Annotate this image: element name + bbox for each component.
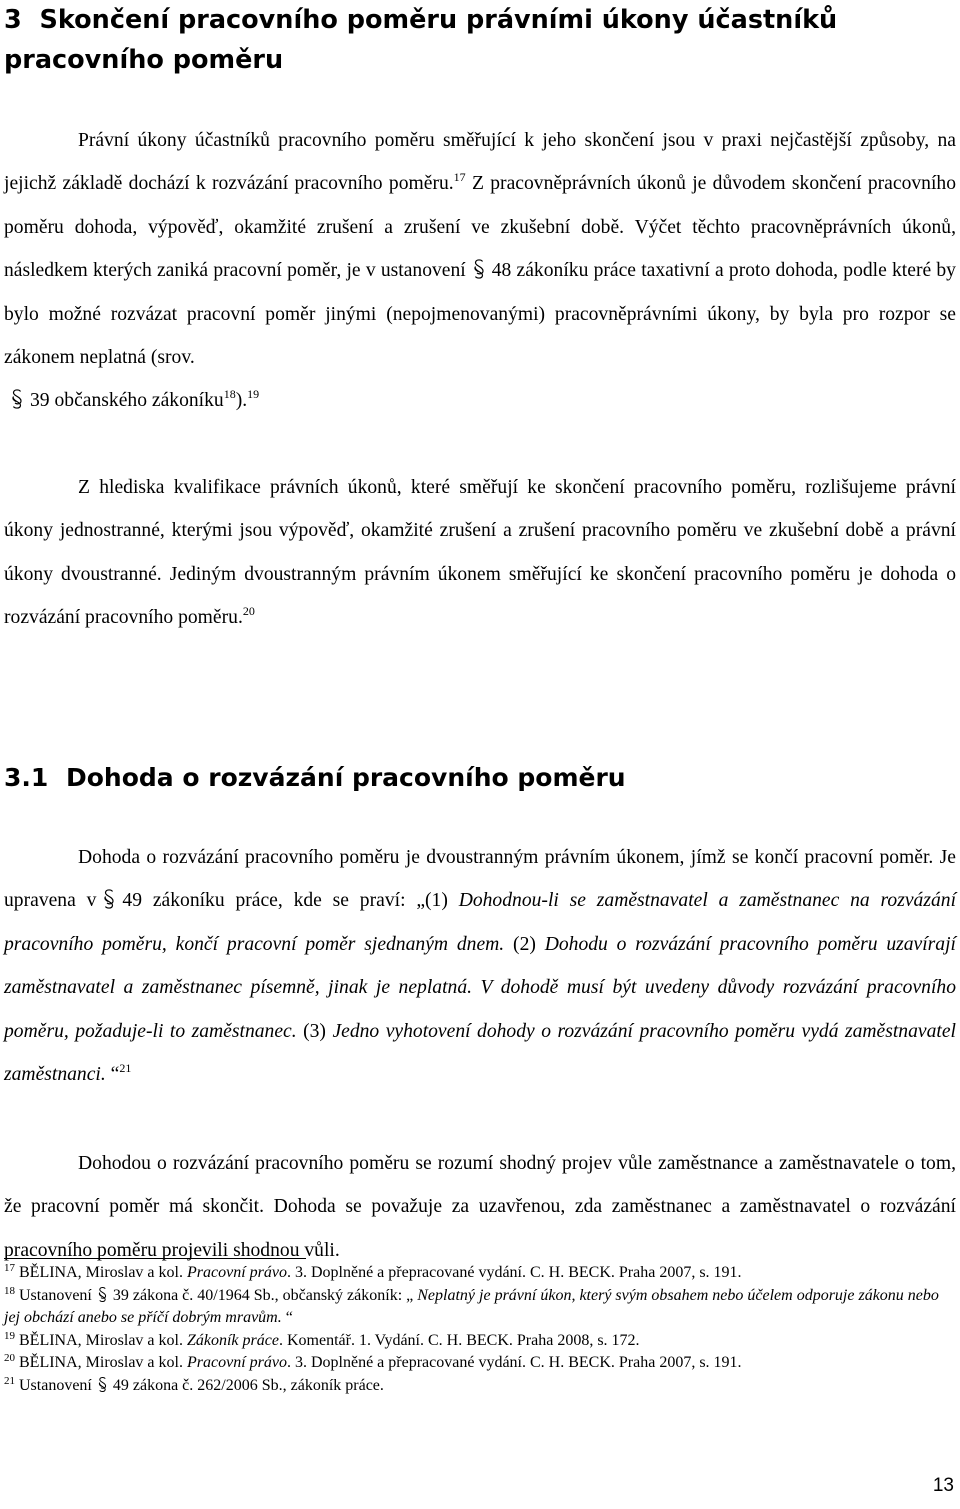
footnote-ref-20[interactable]: 20 (242, 604, 255, 619)
quote-part-3: Jedno vyhotovení dohody o rozvázání pracovního poměru vydá zaměstnavatel zaměstnanci. (4, 1020, 956, 1086)
footnote-ref-17[interactable]: 17 (453, 170, 466, 185)
footnote-ref-18[interactable]: 18 (223, 387, 236, 402)
chapter-heading (4, 0, 954, 80)
chapter-title: Skončení pracovního poměru právními úkony účastníků pracovního poměru (4, 5, 838, 75)
paragraph-intro: Právní úkony účastníků pracovního poměru směřující k jeho skončení jsou v praxi nejčastější způsoby, na jejichž základě dochází k rozvázání pracovního poměru.$^{17}$ Z pracovněprávních úkonů je důvodem skončení pracovního poměru dohoda, výpověď, okamžité zrušení a zrušení ve zkušební době. Výčet těchto pracovněprávních úkonů, následkem kterých zaniká pracovní poměr, je v ustanovení 48 zákoníku práce taxativní a proto dohoda, podle které by bylo možné rozvázat pracovní poměr jinými (nepojmenovanými) pracovněprávními úkony, by byla pro rozpor se zákonem neplatná (srov. 39 občanského zákoníku$^{18}$).$^{19}$ (4, 130, 956, 412)
quote-part-1: Dohodnou-li se zaměstnavatel a zaměstnanec na rozvázání pracovního poměru, končí pracovní poměr sjednaným dnem. (4, 890, 957, 955)
paragraph-classification: Z hlediska kvalifikace právních úkonů, které směřují ke skončení pracovního poměru, rozlišujeme právní úkony jednostranné, kterými jsou výpověď, okamžité zrušení a zrušení pracovního poměru ve zkušební době a právní úkony dvoustranné. Jediným dvoustranným právním úkonem směřující ke skončení pracovního poměru je dohoda o rozvázání pracovního poměru.$^{20}$ (4, 477, 956, 629)
paragraph-consensus: Dohodou o rozvázání pracovního poměru se rozumí shodný projev vůle zaměstnance a zaměstnavatele o tom, že pracovní poměr má skončit. Dohoda se považuje za uzavřenou, zda zaměstnanec a zaměstnavatel o rozvázání pracovního poměru projevili shodnou vůli. (4, 1153, 956, 1261)
footnote-ref-19[interactable]: 19 (247, 387, 260, 402)
paragraph-agreement: Dohoda o rozvázání pracovního poměru je dvoustranným právním úkonem, jímž se končí pracovní poměr. Je upravena v 49 zákoníku práce, kde se praví: „(1) Dohodnou-li se zaměstnavatel a zaměstnanec na rozvázání pracovního poměru, končí pracovní poměr sjednaným dnem. (2) Dohodu o rozvázání pracovního poměru uzavírají zaměstnavatel a zaměstnanec písemně, jinak je neplatná. V dohodě musí být uvedeny důvody rozvázání pracovního poměru, požaduje-li to zaměstnanec. (3) Jedno vyhotovení dohody o rozvázání pracovního poměru vydá zaměstnavatel zaměstnanci. “$^{21}$ (4, 847, 957, 1086)
section-title: Dohoda o rozvázání pracovního poměru (66, 763, 626, 792)
section-sign-icon (97, 1286, 108, 1303)
page-number: 13 (932, 1475, 954, 1496)
footnote-21: $^{21}$ Ustanovení 49 zákona č. 262/2006 Sb., zákoník práce. (4, 1374, 384, 1394)
quote-part-2: Dohodu o rozvázání pracovního poměru uzavírají zaměstnavatel a zaměstnanec písemně, jinak je neplatná. V dohodě musí být uvedeny důvody rozvázání pracovního poměru, požaduje-li to zaměstnanec. (4, 933, 956, 1042)
chapter-number: 3 (4, 5, 22, 35)
footnote-18: $^{18}$ Ustanovení 39 zákona č. 40/1964 Sb., občanský zákoník: „ Neplatný je právní úkon, který svým obsahem nebo účelem odporuje zákonu nebo jej obchází anebo se příčí dobrým mravům. “ (4, 1284, 939, 1327)
section-sign-icon (472, 258, 486, 280)
section-sign-icon (10, 388, 24, 410)
footnote-19: $^{19}$ BĚLINA, Miroslav a kol. Zákoník práce. Komentář. 1. Vydání. C. H. BECK. Praha 2008, s. 172. (4, 1329, 640, 1349)
section-number: 3.1 (4, 763, 49, 792)
section-sign-icon (97, 1376, 108, 1393)
footnote-17: $^{17}$ BĚLINA, Miroslav a kol. Pracovní právo. 3. Doplněné a přepracované vydání. C. H. BECK. Praha 2007, s. 191. (4, 1262, 742, 1281)
section-sign-icon (102, 888, 116, 910)
footnote-separator (4, 1258, 306, 1259)
section-heading (4, 758, 626, 798)
footnote-20: $^{20}$ BĚLINA, Miroslav a kol. Pracovní právo. 3. Doplněné a přepracované vydání. C. H. BECK. Praha 2007, s. 191. (4, 1352, 742, 1372)
footnotes (4, 1262, 956, 1398)
footnote-ref-21[interactable]: 21 (119, 1061, 132, 1076)
